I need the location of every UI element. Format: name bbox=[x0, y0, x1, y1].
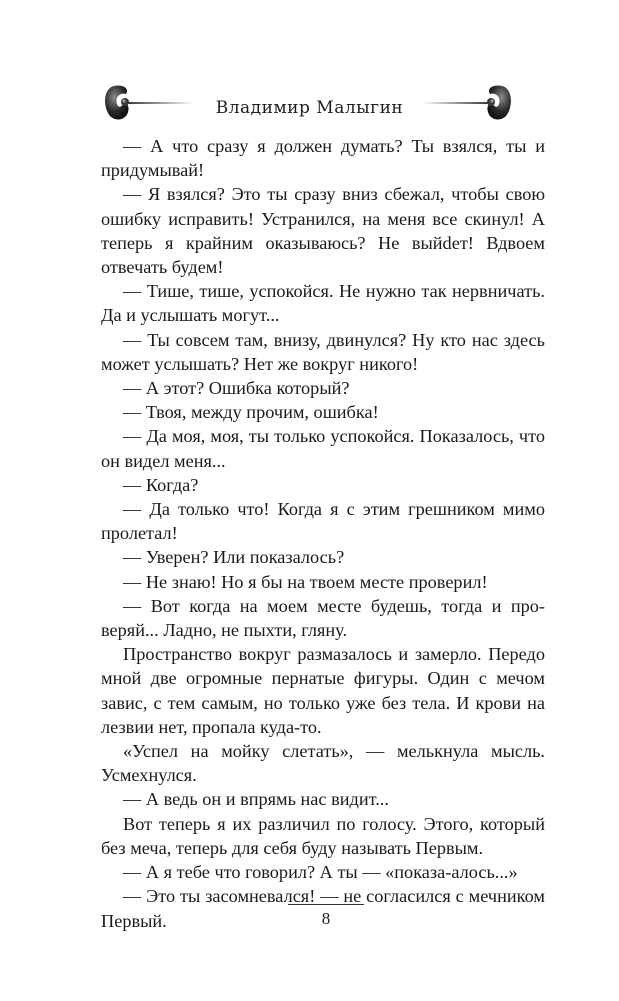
running-title: Владимир Малыгин bbox=[215, 98, 404, 118]
paragraph: — Да только что! Когда я с этим грешником мимо пролетал! bbox=[101, 499, 545, 544]
paragraph: Вот теперь я их различил по голосу. Этого, который без меча, теперь для себя буду называть Первым. bbox=[101, 813, 545, 858]
footer-rule bbox=[288, 904, 364, 905]
paragraph: — Когда? bbox=[123, 474, 199, 495]
paragraph: — Твоя, между прочим, ошибка! bbox=[123, 402, 379, 423]
paragraph: — А что сразу я должен думать? Ты взялся, ты и придумывай! bbox=[101, 136, 545, 181]
paragraph: — А этот? Ошибка который? bbox=[123, 378, 350, 399]
running-header bbox=[0, 76, 619, 136]
right-ornament-icon bbox=[420, 76, 520, 126]
paragraph: Пространство вокруг размазалось и замерло. Передо мной две огромные пернатые фигуры. Один с мечом завис, с тем самым, но только уже без тела. И крови на лезвии нет, пропала куда-то. bbox=[101, 644, 545, 737]
paragraph: — А я тебе что говорил? А ты — «показа-алось...» bbox=[123, 862, 518, 883]
paragraph: — Уверен? Или показалось? bbox=[123, 547, 345, 568]
paragraph: — Не знаю! Но я бы на твоем месте проверил! bbox=[123, 571, 488, 592]
paragraph: «Успел на мойку слетать», — мелькнула мысль. Усмехнулся. bbox=[101, 741, 545, 786]
paragraph: — Вот когда на моем месте будешь, тогда и проверяй... Ладно, не пыхти, гляну. bbox=[101, 595, 545, 641]
paragraph: — Я взялся? Это ты сразу вниз сбежал, чтобы свою ошибку исправить! Устранился, на меня все скинул! А теперь я крайним оказываюсь? Не выйdет! Вдвоем отвечать будем! bbox=[101, 184, 545, 278]
paragraph: — Это ты засомневался! — не согласился с мечником Первый. bbox=[101, 886, 545, 931]
page-number: 8 bbox=[321, 909, 331, 928]
paragraph: — Ты совсем там, внизу, двинулся? Ну кто нас здесь может услышать? Нет же вокруг никого! bbox=[101, 329, 545, 374]
paragraph: — Да моя, моя, ты только успокойся. Показалось, что он видел меня... bbox=[101, 426, 545, 471]
paragraph: — Тише, тише, успокойся. Не нужно так нервничать. Да и услышать могут... bbox=[101, 281, 545, 326]
page-body bbox=[101, 134, 545, 933]
paragraph: — А ведь он и впрямь нас видит... bbox=[123, 789, 389, 810]
